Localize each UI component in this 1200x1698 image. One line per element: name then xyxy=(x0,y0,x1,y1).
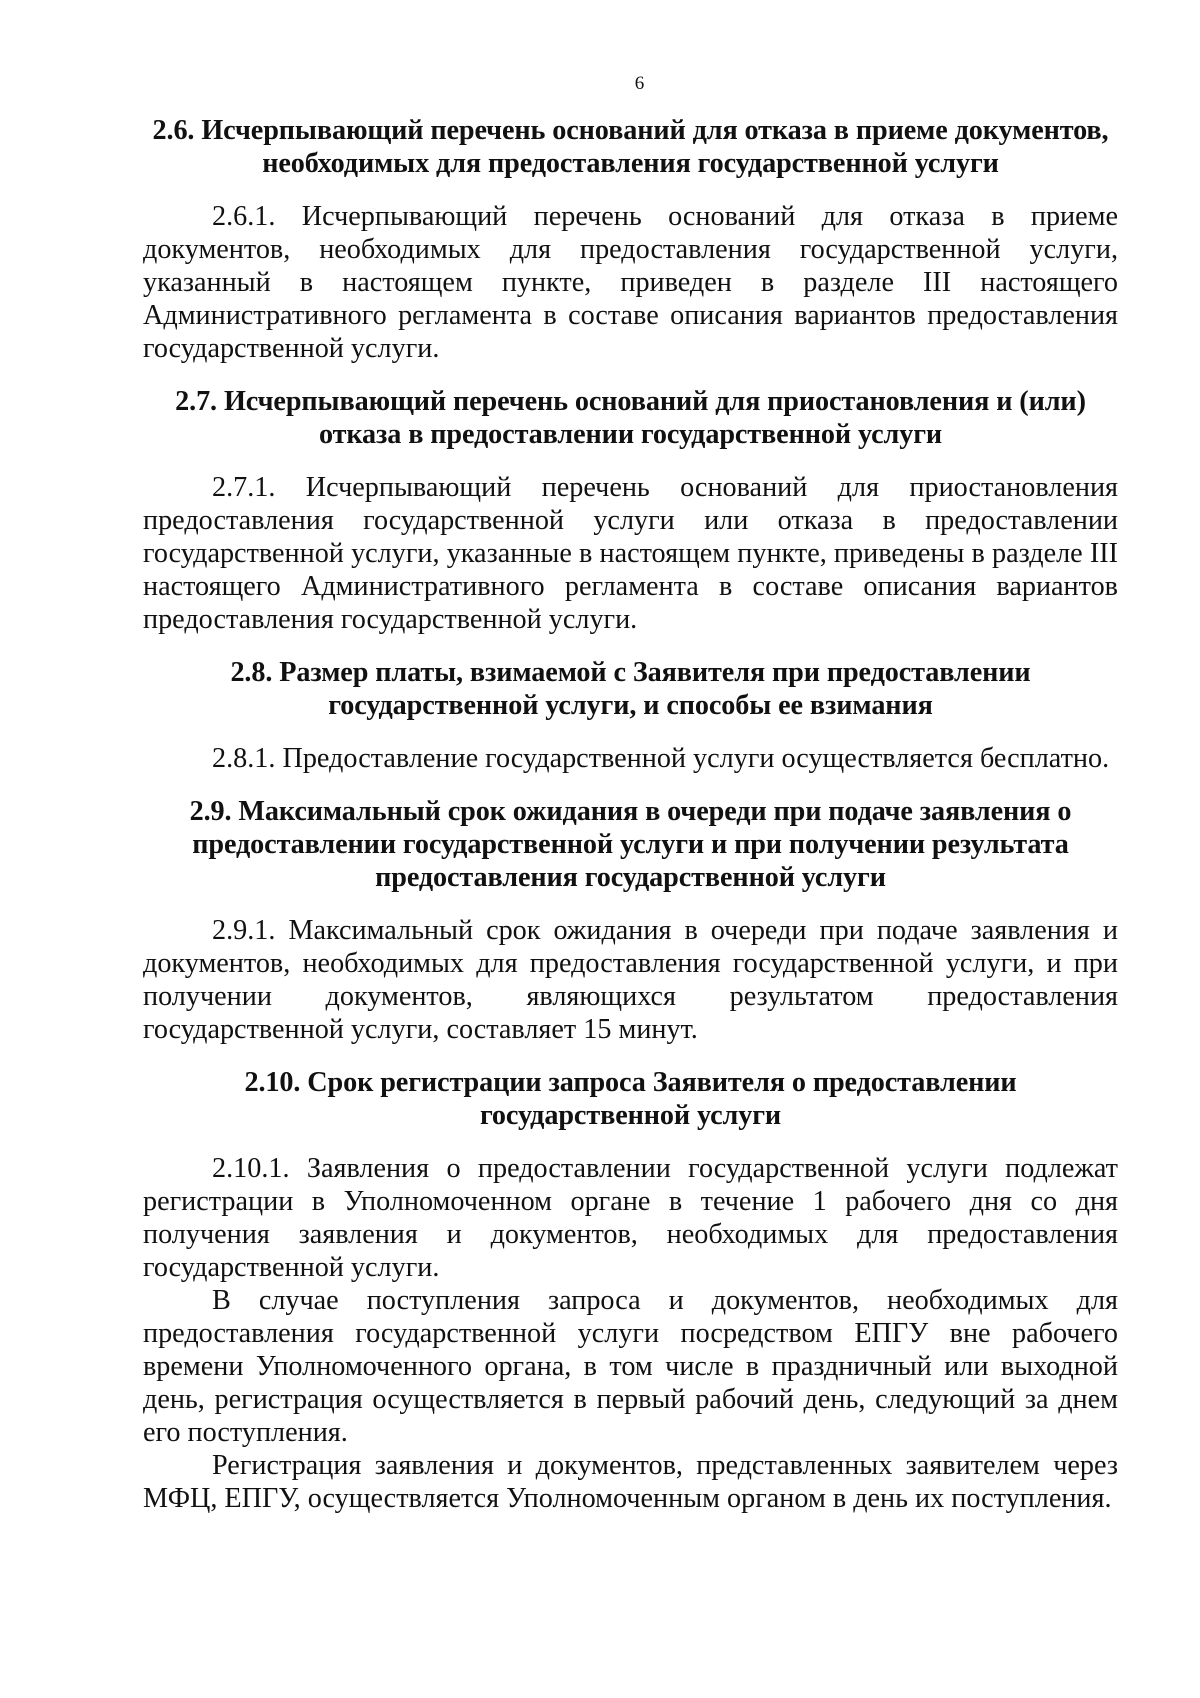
paragraph: 2.7.1. Исчерпывающий перечень оснований для приостановления предоставления государственной услуги или отказа в предоставлении государственной услуги, указанные в настоящем пункте, приведены в разделе III настоящего Административного регламента в составе описания вариантов предоставления государственной услуги. xyxy=(143,472,1118,635)
section-2-10 xyxy=(143,1066,1118,1515)
section-2-6 xyxy=(143,114,1118,365)
paragraph: 2.10.1. Заявления о предоставлении государственной услуги подлежат регистрации в Уполномоченном органе в течение 1 рабочего дня со дня получения заявления и документов, необходимых для предоставления государственной услуги. xyxy=(143,1153,1118,1283)
paragraph: Регистрация заявления и документов, представленных заявителем через МФЦ, ЕПГУ, осуществляется Уполномоченным органом в день их поступления. xyxy=(143,1450,1118,1514)
page-number: 6 xyxy=(634,73,645,94)
section-heading: 2.6. Исчерпывающий перечень оснований для отказа в приеме документов, необходимых для предоставления государственной услуги xyxy=(152,115,1109,179)
paragraph: 2.9.1. Максимальный срок ожидания в очереди при подаче заявления и документов, необходимых для предоставления государственной услуги, и при получении документов, являющихся результатом предоставления государственной услуги, составляет 15 минут. xyxy=(143,915,1118,1045)
section-2-7 xyxy=(143,385,1118,636)
paragraph: 2.6.1. Исчерпывающий перечень оснований для отказа в приеме документов, необходимых для предоставления государственной услуги, указанный в настоящем пункте, приведен в разделе III настоящего Административного регламента в составе описания вариантов предоставления государственной услуги. xyxy=(143,201,1118,364)
section-2-8 xyxy=(143,656,1118,775)
paragraph: В случае поступления запроса и документов, необходимых для предоставления государственной услуги посредством ЕПГУ вне рабочего времени Уполномоченного органа, в том числе в праздничный или выходной день, регистрация осуществляется в первый рабочий день, следующий за днем его поступления. xyxy=(143,1285,1118,1448)
paragraph: 2.8.1. Предоставление государственной услуги осуществляется бесплатно. xyxy=(212,743,1110,774)
section-heading: 2.9. Максимальный срок ожидания в очереди при подаче заявления о предоставлении государственной услуги и при получении результата предоставления государственной услуги xyxy=(189,796,1072,893)
section-2-9 xyxy=(143,795,1118,1046)
section-heading: 2.10. Срок регистрации запроса Заявителя о предоставлении государственной услуги xyxy=(244,1067,1017,1131)
section-heading: 2.8. Размер платы, взимаемой с Заявителя при предоставлении государственной услуги, и способы ее взимания xyxy=(230,657,1031,721)
section-heading: 2.7. Исчерпывающий перечень оснований для приостановления и (или) отказа в предоставлении государственной услуги xyxy=(175,386,1086,450)
